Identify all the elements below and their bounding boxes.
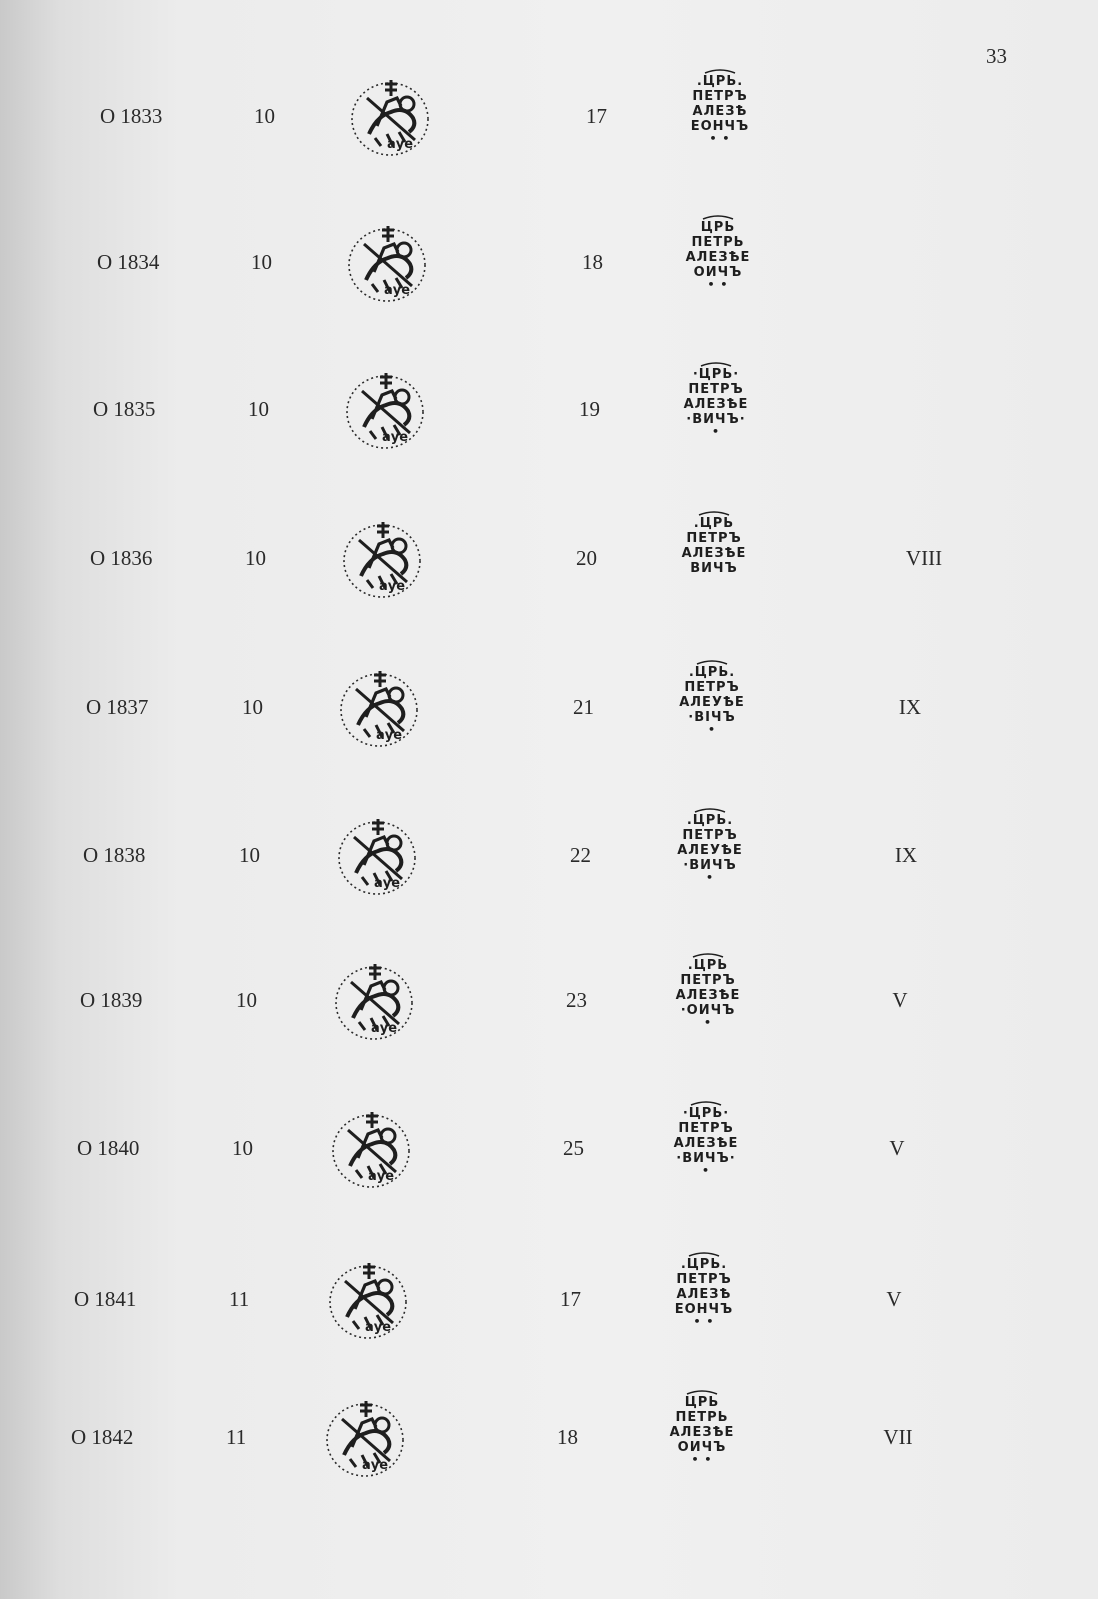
reverse-legend — [657, 659, 767, 734]
coin-obverse-icon — [325, 1259, 411, 1345]
legend-line: .ЦРЬ. — [696, 74, 744, 89]
weight-value: 11 — [226, 1425, 247, 1449]
catalog-number: О 1838 — [83, 843, 146, 867]
table-row — [0, 1106, 1098, 1256]
legend-line: ПЕТРЬ — [691, 235, 745, 250]
grade-value: IX — [898, 695, 922, 719]
legend-dots: • — [701, 1164, 711, 1177]
legend-line: ОИЧЪ — [677, 1440, 727, 1455]
table-row — [0, 516, 1098, 666]
catalog-number: О 1837 — [86, 695, 149, 719]
table-row — [0, 367, 1098, 517]
legend-line: АЛЕУѢЕ — [677, 843, 743, 858]
legend-line: ПЕТРЪ — [688, 382, 744, 397]
legend-line: АЛЕЗѢ — [692, 104, 748, 119]
reverse-die-number: 21 — [573, 695, 594, 719]
reverse-die-number: 18 — [557, 1425, 578, 1449]
legend-dots: • • — [691, 1453, 713, 1466]
legend-line: ПЕТРЪ — [686, 531, 742, 546]
legend-line: ·ВИЧЪ — [683, 858, 737, 873]
coin-obverse-icon — [334, 815, 420, 901]
reverse-legend — [659, 510, 769, 576]
legend-line: АЛЕЗѢ — [676, 1287, 732, 1302]
coin-obverse-icon — [339, 518, 425, 604]
weight-value: 10 — [245, 546, 266, 570]
catalog-number: О 1835 — [93, 397, 156, 421]
coin-obverse-icon — [322, 1397, 408, 1483]
grade-value: V — [886, 1287, 902, 1311]
catalog-number: О 1840 — [77, 1136, 140, 1160]
legend-line: .ЦРЬ. — [680, 1257, 728, 1272]
legend-line: ЦРЬ — [684, 1395, 720, 1410]
legend-line: АЛЕЗѢЕ — [681, 546, 747, 561]
legend-line: ПЕТРЪ — [684, 680, 740, 695]
reverse-legend — [653, 952, 763, 1027]
legend-dots: • — [707, 723, 717, 736]
legend-line: АЛЕЗѢЕ — [669, 1425, 735, 1440]
legend-line: ЦРЬ — [700, 220, 736, 235]
grade-value: VII — [883, 1425, 913, 1449]
legend-line: ЕОНЧЪ — [690, 119, 750, 134]
reverse-legend — [649, 1251, 759, 1326]
legend-dots: • • — [693, 1315, 715, 1328]
legend-line: ПЕТРЪ — [680, 973, 736, 988]
reverse-legend — [647, 1389, 757, 1464]
weight-value: 10 — [239, 843, 260, 867]
coin-obverse-icon — [331, 960, 417, 1046]
legend-line: ·ВИЧЪ· — [686, 412, 746, 427]
reverse-die-number: 17 — [586, 104, 607, 128]
weight-value: 10 — [254, 104, 275, 128]
weight-value: 10 — [251, 250, 272, 274]
catalog-number: О 1842 — [71, 1425, 134, 1449]
legend-line: .ЦРЬ — [687, 958, 729, 973]
catalog-number: О 1833 — [100, 104, 163, 128]
grade-value: VIII — [905, 546, 943, 570]
catalog-number: О 1834 — [97, 250, 160, 274]
reverse-die-number: 23 — [566, 988, 587, 1012]
legend-line: ЕОНЧЪ — [674, 1302, 734, 1317]
reverse-legend — [655, 807, 765, 882]
table-row — [0, 220, 1098, 370]
grade-value: IX — [894, 843, 918, 867]
catalog-number: О 1839 — [80, 988, 143, 1012]
legend-line: АЛЕЗѢЕ — [675, 988, 741, 1003]
catalog-number: О 1841 — [74, 1287, 137, 1311]
reverse-die-number: 19 — [579, 397, 600, 421]
legend-dots: • — [705, 871, 715, 884]
coin-obverse-icon — [344, 222, 430, 308]
table-row — [0, 74, 1098, 224]
legend-line: ·ОИЧЪ — [680, 1003, 736, 1018]
reverse-die-number: 20 — [576, 546, 597, 570]
legend-line: АЛЕЗѢЕ — [673, 1136, 739, 1151]
grade-value: V — [889, 1136, 905, 1160]
weight-value: 10 — [248, 397, 269, 421]
reverse-legend — [651, 1100, 761, 1175]
coin-obverse-icon — [328, 1108, 414, 1194]
legend-dots: • • — [709, 132, 731, 145]
legend-line: .ЦРЬ. — [686, 813, 734, 828]
page-number: 33 — [986, 44, 1007, 68]
weight-value: 10 — [242, 695, 263, 719]
legend-dots: • — [703, 1016, 713, 1029]
weight-value: 10 — [232, 1136, 253, 1160]
legend-line: ПЕТРЪ — [682, 828, 738, 843]
reverse-legend — [663, 214, 773, 289]
legend-line: ПЕТРЪ — [676, 1272, 732, 1287]
legend-line: ·ВИЧЪ· — [676, 1151, 736, 1166]
table-row — [0, 1257, 1098, 1407]
table-row — [0, 665, 1098, 815]
reverse-die-number: 22 — [570, 843, 591, 867]
legend-line: ВИЧЪ — [690, 561, 738, 576]
legend-line: ПЕТРЪ — [678, 1121, 734, 1136]
legend-line: ПЕТРЪ — [692, 89, 748, 104]
table-row — [0, 1395, 1098, 1545]
grade-value: V — [892, 988, 908, 1012]
legend-line: ПЕТРЬ — [675, 1410, 729, 1425]
legend-line: ОИЧЪ — [693, 265, 743, 280]
table-row — [0, 813, 1098, 963]
reverse-legend — [665, 68, 775, 143]
legend-dots: • — [711, 425, 721, 438]
weight-value: 11 — [229, 1287, 250, 1311]
reverse-die-number: 25 — [563, 1136, 584, 1160]
legend-line: .ЦРЬ — [693, 516, 735, 531]
coin-obverse-icon — [347, 76, 433, 162]
legend-line: АЛЕЗѢЕ — [685, 250, 751, 265]
catalog-number: О 1836 — [90, 546, 153, 570]
legend-line: АЛЕЗѢЕ — [683, 397, 749, 412]
weight-value: 10 — [236, 988, 257, 1012]
reverse-legend — [661, 361, 771, 436]
legend-line: ·ЦРЬ· — [692, 367, 740, 382]
legend-line: ·ВІЧЪ — [688, 710, 736, 725]
legend-dots: • • — [707, 278, 729, 291]
legend-line: ·ЦРЬ· — [682, 1106, 730, 1121]
legend-line: .ЦРЬ. — [688, 665, 736, 680]
reverse-die-number: 17 — [560, 1287, 581, 1311]
coin-obverse-icon — [336, 667, 422, 753]
table-row — [0, 958, 1098, 1108]
legend-line: АЛЕУѢЕ — [679, 695, 745, 710]
reverse-die-number: 18 — [582, 250, 603, 274]
coin-obverse-icon — [342, 369, 428, 455]
